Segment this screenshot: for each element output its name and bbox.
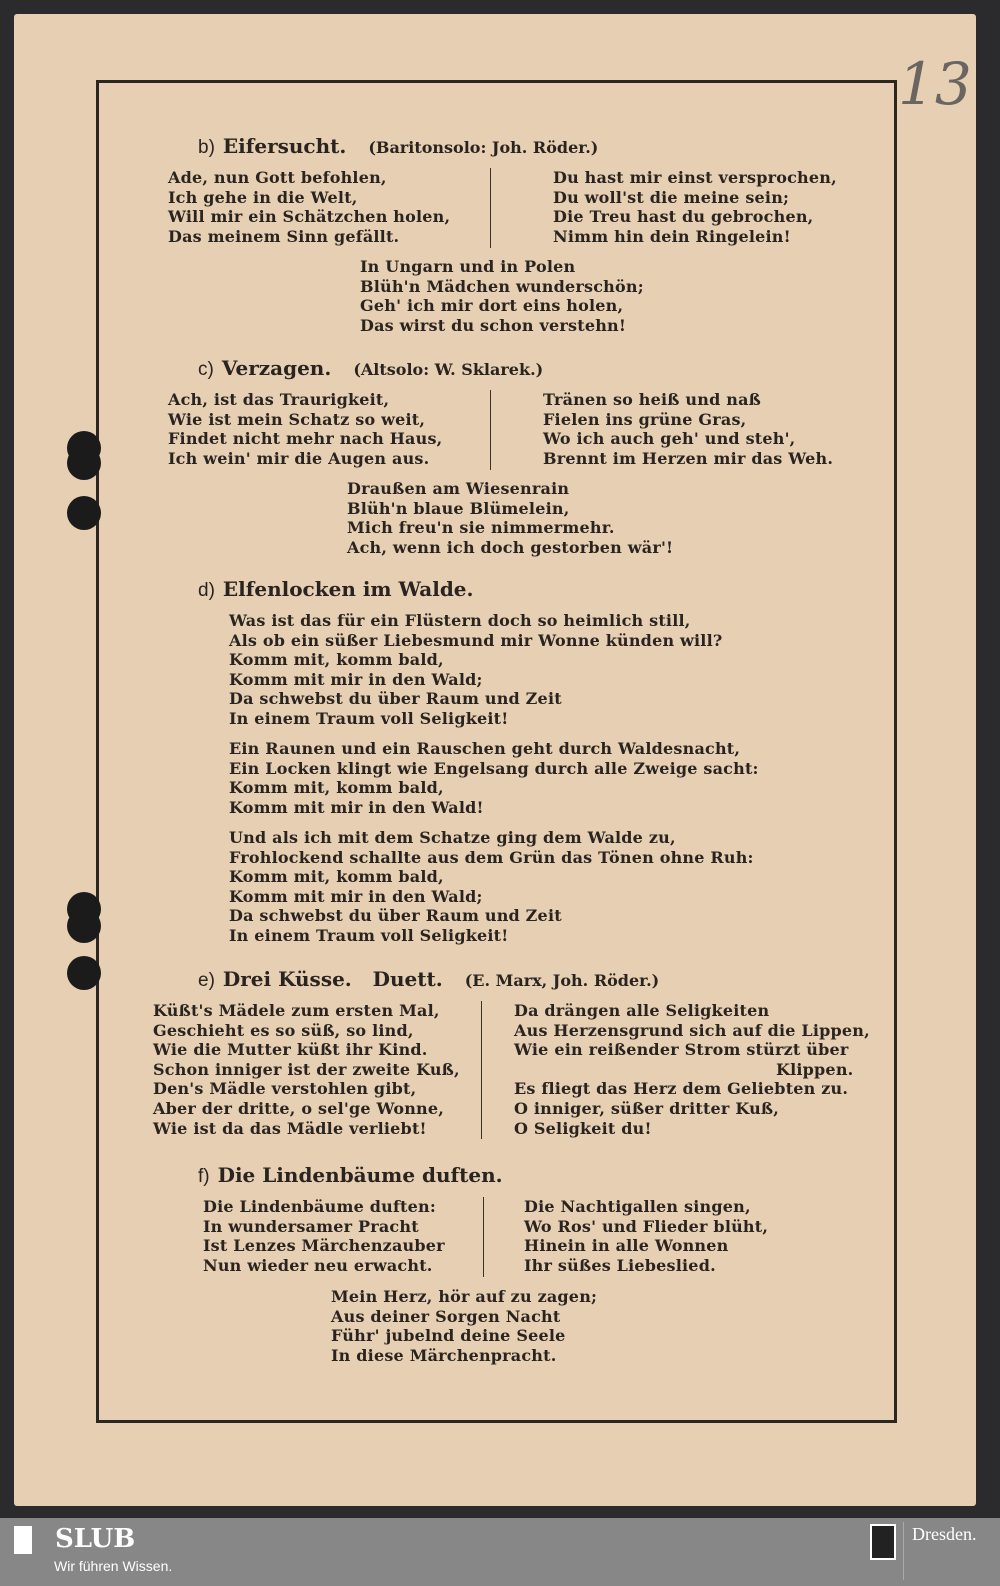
verse-right <box>543 390 833 468</box>
verse-verse1 <box>229 611 722 729</box>
song-title: Elfenlocken im Walde. <box>222 577 474 601</box>
section-heading-f <box>198 1163 503 1188</box>
verse-line: Ich wein' mir die Augen aus. <box>168 448 430 468</box>
song-performer: (Baritonsolo: Joh. Röder.) <box>368 138 599 157</box>
verse-line: In diese Märchenpracht. <box>331 1345 557 1365</box>
column-divider <box>490 390 491 470</box>
verse-line: Ein Locken klingt wie Engelsang durch alle Zweige sacht: <box>229 758 759 778</box>
verse-line: Aus deiner Sorgen Nacht <box>331 1306 561 1326</box>
slub-logo[interactable]: SLUB <box>55 1524 136 1554</box>
verse-line: Wie ist da das Mädle verliebt! <box>153 1118 427 1138</box>
verse-line: Komm mit, komm bald, <box>229 867 444 887</box>
verse-line: Aber der dritte, o sel'ge Wonne, <box>153 1098 445 1118</box>
section-heading-d <box>198 577 474 602</box>
section-label: d) <box>198 580 215 601</box>
verse-line: Wo ich auch geh' und steh', <box>543 429 796 449</box>
verse-line: In einem Traum voll Seligkeit! <box>229 925 509 945</box>
verse-line: Da drängen alle Seligkeiten <box>514 1001 770 1020</box>
verse-line: Das meinem Sinn gefällt. <box>168 226 400 246</box>
verse-line: Nimm hin dein Ringelein! <box>553 226 791 246</box>
verse-line: Küßt's Mädele zum ersten Mal, <box>153 1001 440 1020</box>
verse-line: Hinein in alle Wonnen <box>524 1236 729 1256</box>
verse-line: Wie ein reißender Strom stürzt über <box>514 1040 849 1060</box>
verse-line: O Seligkeit du! <box>514 1118 652 1138</box>
verse-left <box>168 390 442 468</box>
verse-line: Ist Lenzes Märchenzauber <box>203 1236 445 1256</box>
verse-left <box>203 1197 445 1275</box>
section-heading-e <box>198 967 659 992</box>
section-label: f) <box>198 1166 210 1187</box>
verse-line: Wie die Mutter küßt ihr Kind. <box>153 1040 428 1060</box>
punch-hole <box>67 496 101 530</box>
verse-line: Komm mit mir in den Wald; <box>229 669 483 689</box>
verse-line: Du hast mir einst versprochen, <box>553 168 837 187</box>
verse-line: Komm mit, komm bald, <box>229 650 444 670</box>
verse-line: Nun wieder neu erwacht. <box>203 1255 433 1275</box>
verse-line: Den's Mädle verstohlen gibt, <box>153 1079 417 1099</box>
verse-line: Wo Ros' und Flieder blüht, <box>524 1216 769 1236</box>
verse-right <box>514 1001 870 1138</box>
song-title: Drei Küsse. Duett. <box>222 967 443 991</box>
punch-hole <box>67 909 101 943</box>
verse-line: Da schwebst du über Raum und Zeit <box>229 689 562 709</box>
verse-line: In Ungarn und in Polen <box>360 257 576 276</box>
verse-center <box>331 1287 597 1365</box>
verse-line: Blüh'n Mädchen wunderschön; <box>360 276 644 296</box>
verse-line: Komm mit, komm bald, <box>229 778 444 798</box>
song-performer: (E. Marx, Joh. Röder.) <box>464 971 660 990</box>
verse-line: Ach, wenn ich doch gestorben wär'! <box>347 537 674 557</box>
verse-line: In wundersamer Pracht <box>203 1216 419 1236</box>
song-title: Eifersucht. <box>222 134 347 158</box>
section-label: c) <box>198 359 214 380</box>
footer-bar <box>0 1518 1000 1586</box>
verse-line: Fielen ins grüne Gras, <box>543 409 747 429</box>
verse-line: Da schwebst du über Raum und Zeit <box>229 906 562 926</box>
verse-line: Findet nicht mehr nach Haus, <box>168 429 443 449</box>
verse-line: Ade, nun Gott befohlen, <box>168 168 387 187</box>
verse-line: Die Treu hast du gebrochen, <box>553 207 814 227</box>
verse-line: Mich freu'n sie nimmermehr. <box>347 518 615 538</box>
verse-line: Draußen am Wiesenrain <box>347 479 570 498</box>
column-divider <box>490 168 491 248</box>
handwritten-page-number: 13 <box>898 50 972 118</box>
section-heading-b <box>198 134 598 159</box>
song-performer: (Altsolo: W. Sklarek.) <box>353 360 544 379</box>
verse-line: Brennt im Herzen mir das Weh. <box>543 448 834 468</box>
verse-line: Und als ich mit dem Schatze ging dem Walde zu, <box>229 828 676 847</box>
dresden-logo[interactable]: Dresden. <box>912 1524 977 1544</box>
divider <box>903 1522 904 1580</box>
section-label: b) <box>198 137 215 158</box>
verse-line: Ein Raunen und ein Rauschen geht durch Waldesnacht, <box>229 739 741 758</box>
section-label: e) <box>198 970 215 991</box>
verse-line: Es fliegt das Herz dem Geliebten zu. <box>514 1079 849 1099</box>
verse-right <box>553 168 837 246</box>
verse-line: Als ob ein süßer Liebesmund mir Wonne künden will? <box>229 630 723 650</box>
verse-line: Schon inniger ist der zweite Kuß, <box>153 1059 460 1079</box>
verse-line: Frohlockend schallte aus dem Grün das Tönen ohne Ruh: <box>229 847 754 867</box>
verse-line: Will mir ein Schätzchen holen, <box>168 207 451 227</box>
verse-line: O inniger, süßer dritter Kuß, <box>514 1098 780 1118</box>
verse-center <box>360 257 644 335</box>
verse-line: Geh' ich mir dort eins holen, <box>360 296 624 316</box>
verse-left <box>153 1001 460 1138</box>
punch-hole <box>67 446 101 480</box>
verse-line: Klippen. <box>776 1059 854 1079</box>
column-divider <box>481 1001 482 1139</box>
verse-right <box>524 1197 768 1275</box>
section-heading-c <box>198 356 543 381</box>
song-title: Die Lindenbäume duften. <box>217 1163 503 1187</box>
verse-line: Komm mit mir in den Wald! <box>229 797 484 817</box>
slub-book-icon <box>14 1526 32 1554</box>
verse-line: Führ' jubelnd deine Seele <box>331 1326 566 1346</box>
verse-line: Du woll'st die meine sein; <box>553 187 790 207</box>
verse-line: Was ist das für ein Flüstern doch so heimlich still, <box>229 611 691 630</box>
song-title: Verzagen. <box>221 356 332 380</box>
column-divider <box>483 1197 484 1277</box>
verse-line: Ihr süßes Liebeslied. <box>524 1255 716 1275</box>
punch-hole <box>67 956 101 990</box>
verse-line: Aus Herzensgrund sich auf die Lippen, <box>514 1020 870 1040</box>
verse-line: In einem Traum voll Seligkeit! <box>229 708 509 728</box>
verse-line: Komm mit mir in den Wald; <box>229 886 483 906</box>
slub-tagline: Wir führen Wissen. <box>54 1558 173 1574</box>
verse-line: Geschieht es so süß, so lind, <box>153 1020 414 1040</box>
verse-line: Ich gehe in die Welt, <box>168 187 358 207</box>
verse-line: Blüh'n blaue Blümelein, <box>347 498 570 518</box>
verse-line: Die Lindenbäume duften: <box>203 1197 436 1216</box>
verse-line: Tränen so heiß und naß <box>543 390 762 409</box>
verse-line: Die Nachtigallen singen, <box>524 1197 751 1216</box>
verse-line: Das wirst du schon verstehn! <box>360 315 627 335</box>
verse-center <box>347 479 673 557</box>
verse-verse2 <box>229 739 759 817</box>
verse-verse3 <box>229 828 754 946</box>
verse-line: Mein Herz, hör auf zu zagen; <box>331 1287 598 1306</box>
dresden-crest-icon <box>870 1524 896 1560</box>
verse-left <box>168 168 450 246</box>
verse-line: Wie ist mein Schatz so weit, <box>168 409 426 429</box>
verse-line: Ach, ist das Traurigkeit, <box>168 390 390 409</box>
